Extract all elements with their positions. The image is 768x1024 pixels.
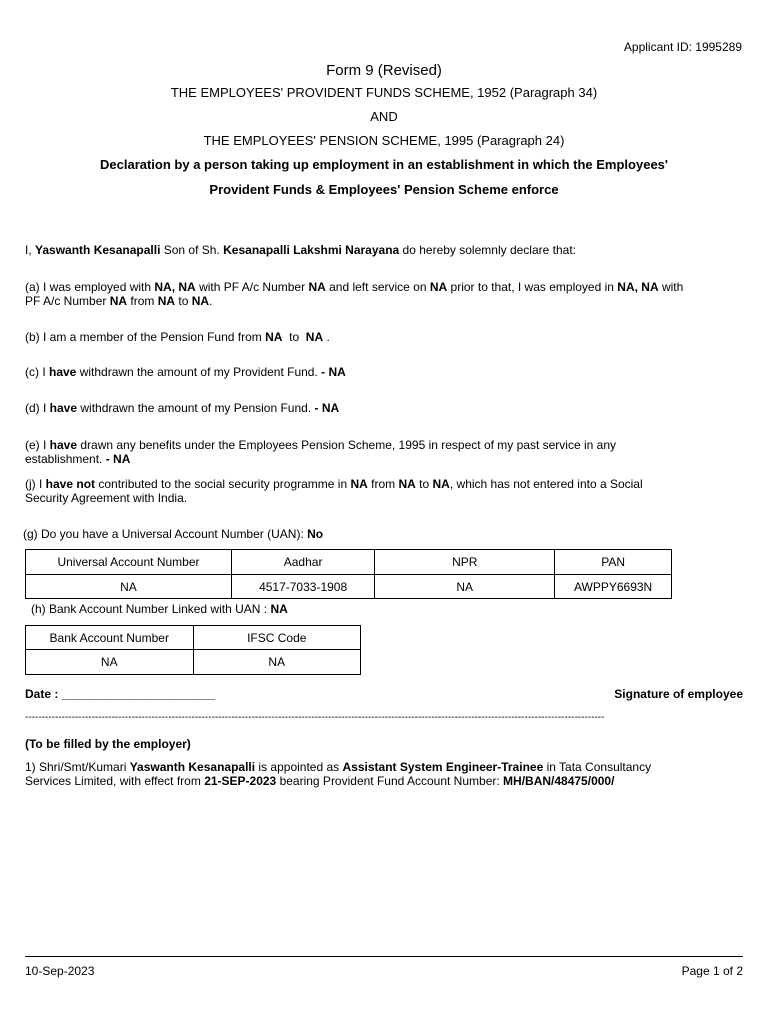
item-a-text: with PF A/c Number — [195, 280, 309, 294]
declaration-title-line-1: Declaration by a person taking up employment in an establishment in which the Employees' — [100, 157, 668, 172]
item-b-value: NA — [265, 330, 283, 344]
id-table-header: Universal Account Number — [26, 550, 232, 575]
item-e-line-2 — [25, 452, 130, 466]
id-table-row — [26, 575, 672, 599]
footer-date: 10-Sep-2023 — [25, 964, 95, 978]
item-d-text: (d) I — [25, 401, 50, 415]
employer-text: is appointed as — [255, 760, 343, 774]
bank-account-value: NA — [26, 650, 194, 675]
item-a-text: prior to that, I was employed in — [447, 280, 618, 294]
employer-text: bearing Provident Fund Account Number: — [276, 774, 504, 788]
item-d-text: withdrawn the amount of my Pension Fund. — [77, 401, 315, 415]
footer-rule — [25, 956, 743, 957]
item-a-text: PF A/c Number — [25, 294, 110, 308]
item-j-value: have not — [45, 477, 96, 491]
item-a-line-2 — [25, 294, 212, 308]
item-a-value: NA — [157, 294, 176, 308]
and-text: AND — [370, 109, 398, 124]
employer-text: in Tata Consultancy — [543, 760, 652, 774]
aadhar-value: 4517-7033-1908 — [231, 575, 374, 599]
bank-label-value: NA — [270, 602, 288, 616]
item-a-value: NA, NA — [617, 280, 659, 294]
employer-text: Services Limited, with effect from — [25, 774, 205, 788]
item-a-line-1 — [25, 280, 683, 294]
item-a-text: . — [209, 294, 213, 308]
bank-table-header-row — [26, 626, 361, 650]
id-table-header: Aadhar — [231, 550, 374, 575]
pan-value: AWPPY6693N — [555, 575, 672, 599]
item-a-value: NA — [429, 280, 448, 294]
scheme-line-1: THE EMPLOYEES' PROVIDENT FUNDS SCHEME, 1952 (Paragraph 34) — [170, 85, 598, 100]
form-title: Form 9 (Revised) — [326, 62, 442, 79]
item-j-text: (j) I — [25, 477, 46, 491]
item-e-text: (e) I — [25, 438, 50, 452]
father-name: Kesanapalli Lakshmi Narayana — [223, 243, 400, 257]
item-a-value: NA — [191, 294, 210, 308]
item-a-text: with — [658, 280, 684, 294]
item-j-text: , which has not entered into a Social — [449, 477, 643, 491]
item-g-text: (g) Do you have a Universal Account Number (UAN): — [23, 527, 308, 541]
item-c — [25, 365, 346, 379]
item-j-value: NA — [432, 477, 450, 491]
bank-table-row — [26, 650, 361, 675]
item-d — [25, 401, 339, 415]
employee-name: Yaswanth Kesanapalli — [35, 243, 161, 257]
page-number: Page 1 of 2 — [681, 964, 743, 978]
id-table — [25, 549, 672, 599]
item-j-text: to — [415, 477, 433, 491]
employer-value: Yaswanth Kesanapalli — [129, 760, 256, 774]
id-table-header-row — [26, 550, 672, 575]
item-a-text: (a) I was employed with — [25, 280, 155, 294]
item-c-value: - NA — [321, 365, 346, 379]
employer-heading: (To be filled by the employer) — [25, 737, 191, 751]
bank-label-text: (h) Bank Account Number Linked with UAN : — [31, 602, 271, 616]
intro-prefix: I, — [25, 243, 36, 257]
item-a-text: and left service on — [325, 280, 430, 294]
item-g-value: No — [307, 527, 324, 541]
item-a-value: NA — [308, 280, 326, 294]
employer-line-1 — [25, 760, 651, 774]
bank-table-header: Bank Account Number — [26, 626, 194, 650]
item-j-line-2: Security Agreement with India. — [25, 491, 188, 505]
intro-line — [25, 243, 576, 257]
item-e-text: drawn any benefits under the Employees Pension Scheme, 1995 in respect of my past service in any — [77, 438, 616, 452]
item-c-value: have — [49, 365, 77, 379]
declaration-title-line-2: Provident Funds & Employees' Pension Scheme enforce — [209, 182, 559, 197]
intro-suffix: do hereby solemnly declare that: — [399, 243, 576, 257]
item-c-text: withdrawn the amount of my Provident Fund. — [76, 365, 322, 379]
id-table-header: PAN — [555, 550, 672, 575]
date-label: Date : _______________________ — [25, 687, 216, 701]
scheme-line-2: THE EMPLOYEES' PENSION SCHEME, 1995 (Paragraph 24) — [203, 133, 565, 148]
npr-value: NA — [375, 575, 555, 599]
item-j-line-1 — [25, 477, 643, 491]
item-j-text: from — [367, 477, 399, 491]
son-of-text: Son of Sh. — [160, 243, 224, 257]
item-a-value: NA, NA — [154, 280, 196, 294]
item-b-text: (b) I am a member of the Pension Fund from — [25, 330, 266, 344]
item-b-text: to — [282, 330, 306, 344]
item-a-text: from — [127, 294, 158, 308]
item-j-text: contributed to the social security programme in — [95, 477, 351, 491]
item-e-value: - NA — [105, 452, 131, 466]
employer-value: MH/BAN/48475/000/ — [503, 774, 615, 788]
employer-line-2 — [25, 774, 614, 788]
uan-value: NA — [26, 575, 232, 599]
item-c-text: (c) I — [25, 365, 49, 379]
bank-table — [25, 625, 361, 675]
item-d-value: - NA — [314, 401, 340, 415]
bank-label — [31, 602, 288, 616]
item-b-value: NA — [305, 330, 324, 344]
item-d-value: have — [49, 401, 78, 415]
id-table-header: NPR — [375, 550, 555, 575]
item-a-text: to — [175, 294, 192, 308]
item-b-text: . — [323, 330, 330, 344]
section-divider: ------------------------------------------------------------------------------------------------------------------------------------------------------------------------------ — [25, 712, 605, 723]
employer-value: 21-SEP-2023 — [204, 774, 277, 788]
item-g — [23, 527, 323, 541]
ifsc-value: NA — [193, 650, 360, 675]
bank-table-header: IFSC Code — [193, 626, 360, 650]
item-e-line-1 — [25, 438, 616, 452]
item-j-value: NA — [398, 477, 416, 491]
applicant-id: Applicant ID: 1995289 — [623, 40, 742, 54]
item-a-value: NA — [109, 294, 128, 308]
item-e-value: have — [49, 438, 78, 452]
item-b — [25, 330, 330, 344]
item-e-text: establishment. — [25, 452, 106, 466]
item-j-value: NA — [350, 477, 368, 491]
signature-label: Signature of employee — [614, 687, 743, 701]
employer-text: 1) Shri/Smt/Kumari — [25, 760, 130, 774]
employer-value: Assistant System Engineer-Trainee — [342, 760, 544, 774]
